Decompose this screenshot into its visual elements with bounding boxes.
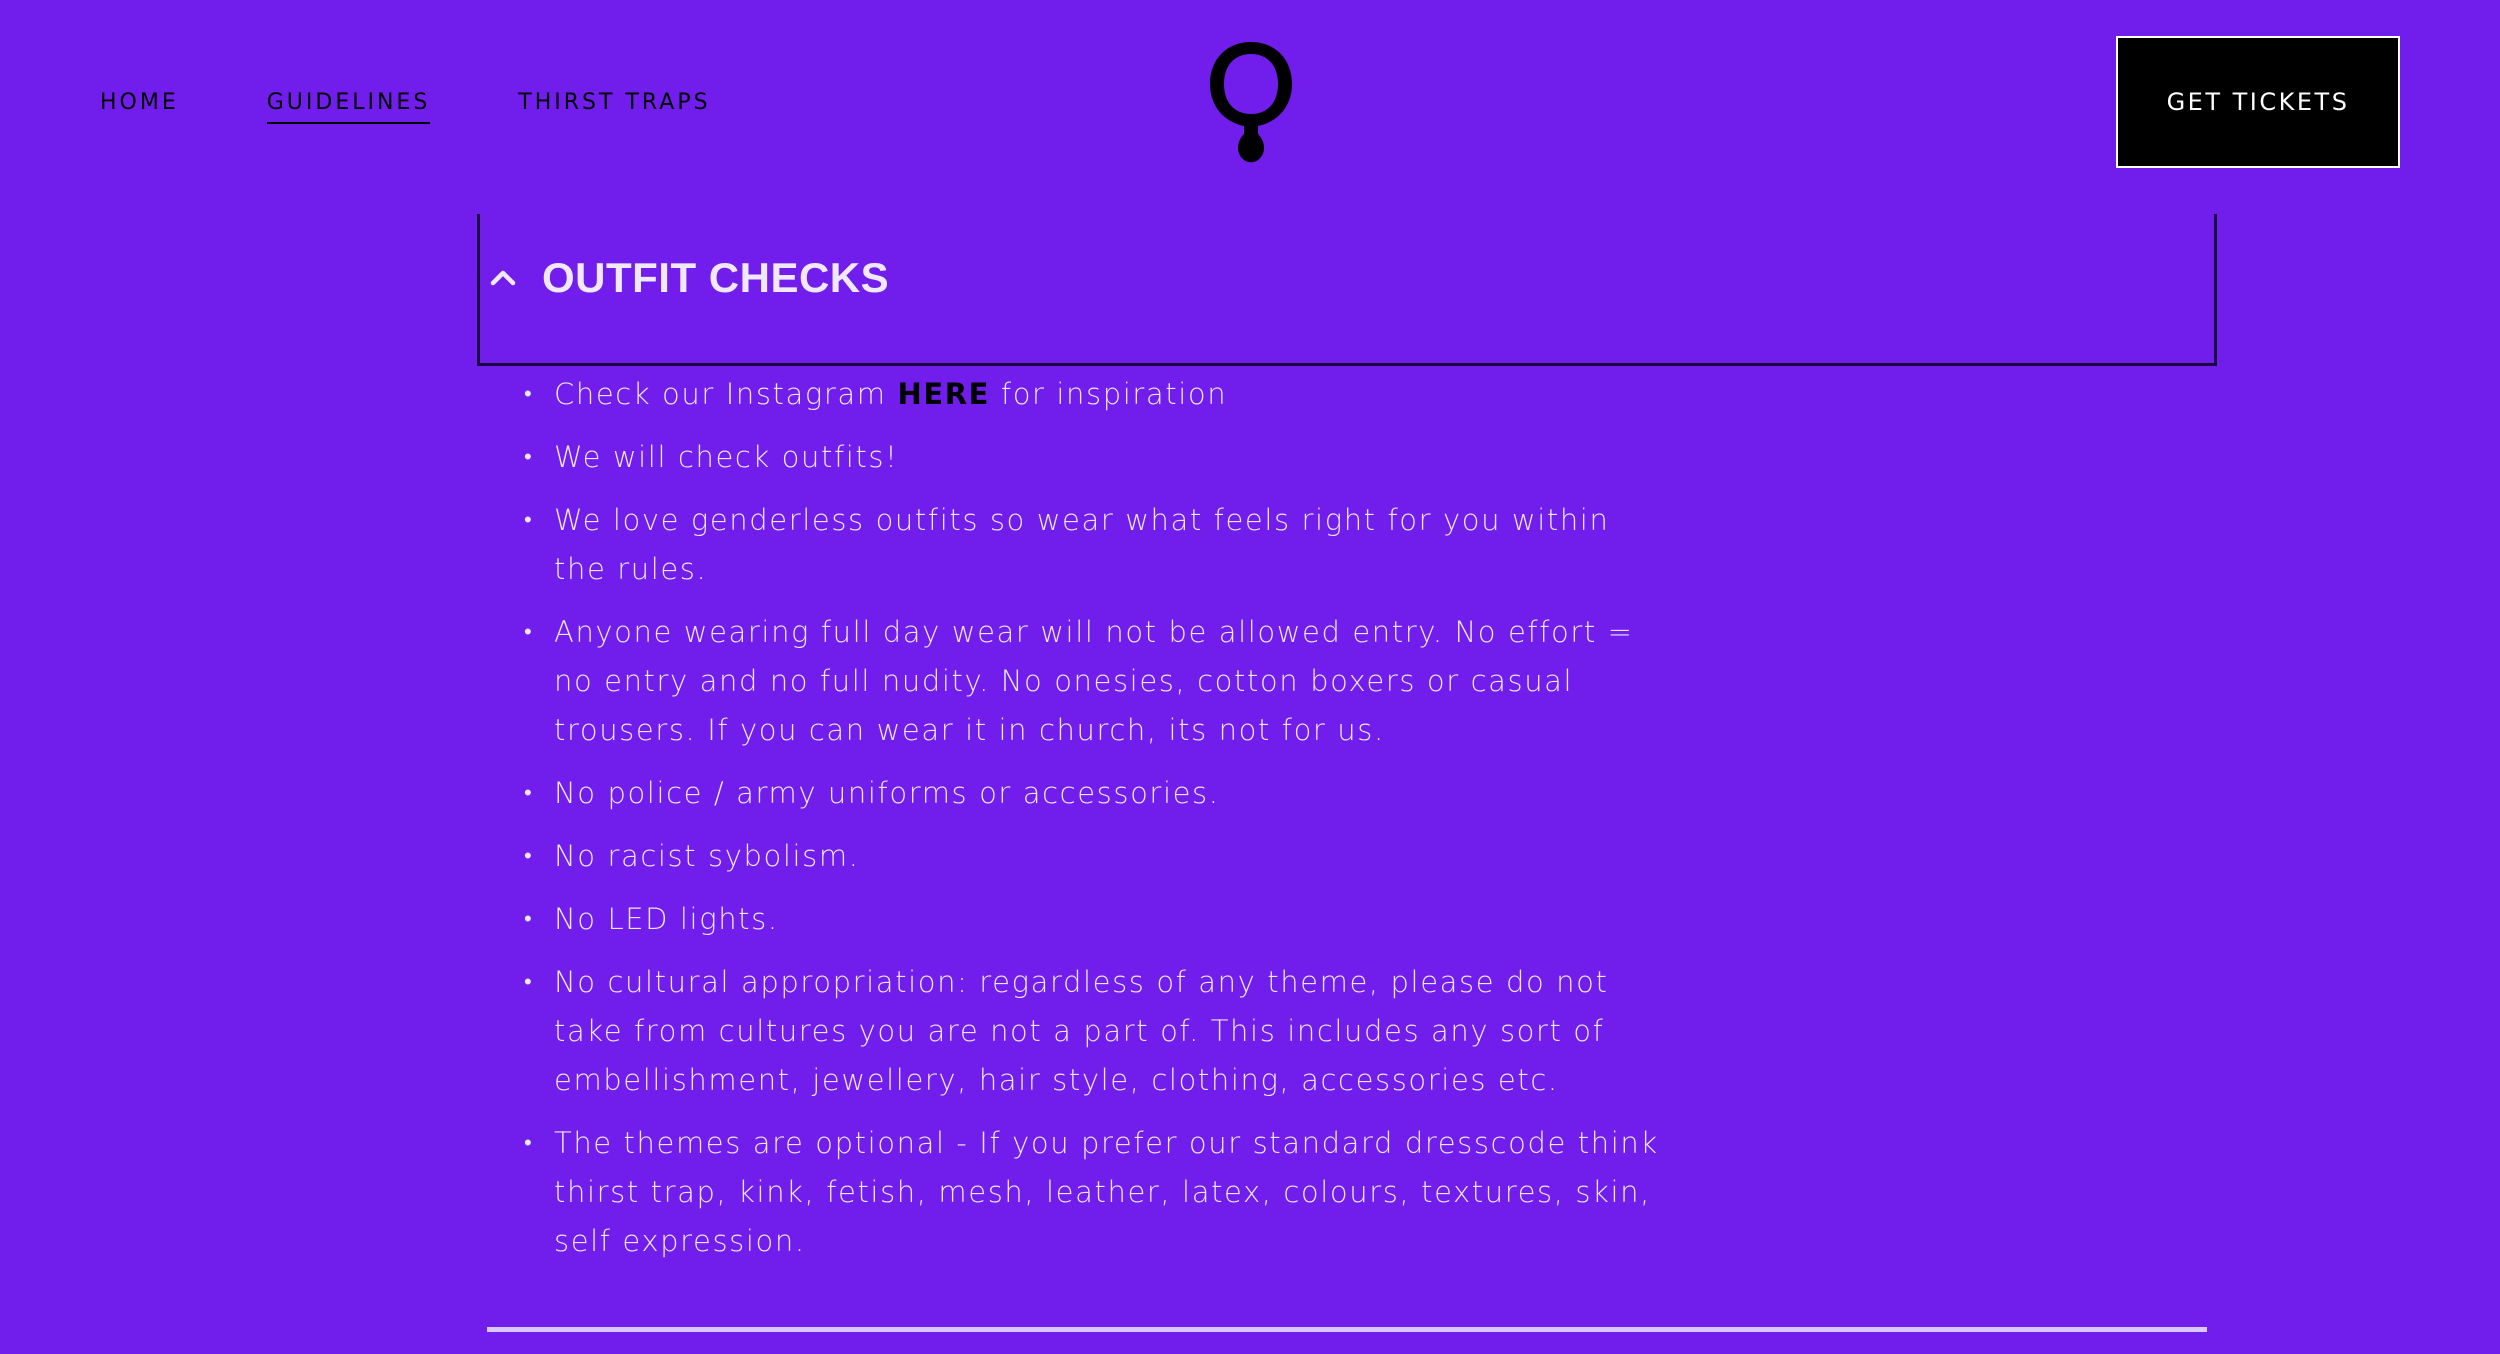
list-item: • The themes are optional - If you prefer our standard dresscode think thirst trap, kink, fetish, mesh, leather, latex, colours, textures, skin, self expression. — [520, 1119, 1660, 1266]
rule-text-before: Check our Instagram — [554, 377, 898, 411]
list-item — [520, 370, 1660, 419]
rule-text-after: for inspiration — [990, 377, 1228, 411]
accordion-toggle[interactable] — [488, 254, 889, 302]
site-header — [0, 0, 2500, 210]
outfit-checks-accordion — [477, 214, 2217, 366]
drop-letter-q-logo[interactable] — [1206, 38, 1296, 168]
nav-thirst-traps[interactable]: THIRST TRAPS — [518, 90, 711, 115]
list-item: • We will check outfits! — [520, 433, 1660, 482]
list-item: • No police / army uniforms or accessories. — [520, 769, 1660, 818]
instagram-link[interactable]: HERE — [897, 377, 991, 411]
accordion-title: OUTFIT CHECKS — [542, 254, 890, 301]
section-divider — [487, 1327, 2207, 1332]
list-item: • We love genderless outfits so wear what feels right for you within the rules. — [520, 496, 1660, 594]
list-item: • Anyone wearing full day wear will not be allowed entry. No effort = no entry and no full nudity. No onesies, cotton boxers or casual trousers. If you can wear it in church, its not for us. — [520, 608, 1660, 755]
list-item: • No racist sybolism. — [520, 832, 1660, 881]
outfit-rules-list — [520, 370, 1660, 1280]
list-item: • No LED lights. — [520, 895, 1660, 944]
nav-guidelines[interactable]: GUIDELINES — [267, 88, 431, 124]
main-nav — [100, 88, 799, 124]
get-tickets-button[interactable]: GET TICKETS — [2116, 36, 2400, 168]
chevron-up-icon — [488, 263, 518, 293]
list-item: • No cultural appropriation: regardless of any theme, please do not take from cultures you are not a part of. This includes any sort of embellishment, jewellery, hair style, clothing, accessories etc. — [520, 958, 1660, 1105]
nav-home[interactable]: HOME — [100, 90, 179, 115]
